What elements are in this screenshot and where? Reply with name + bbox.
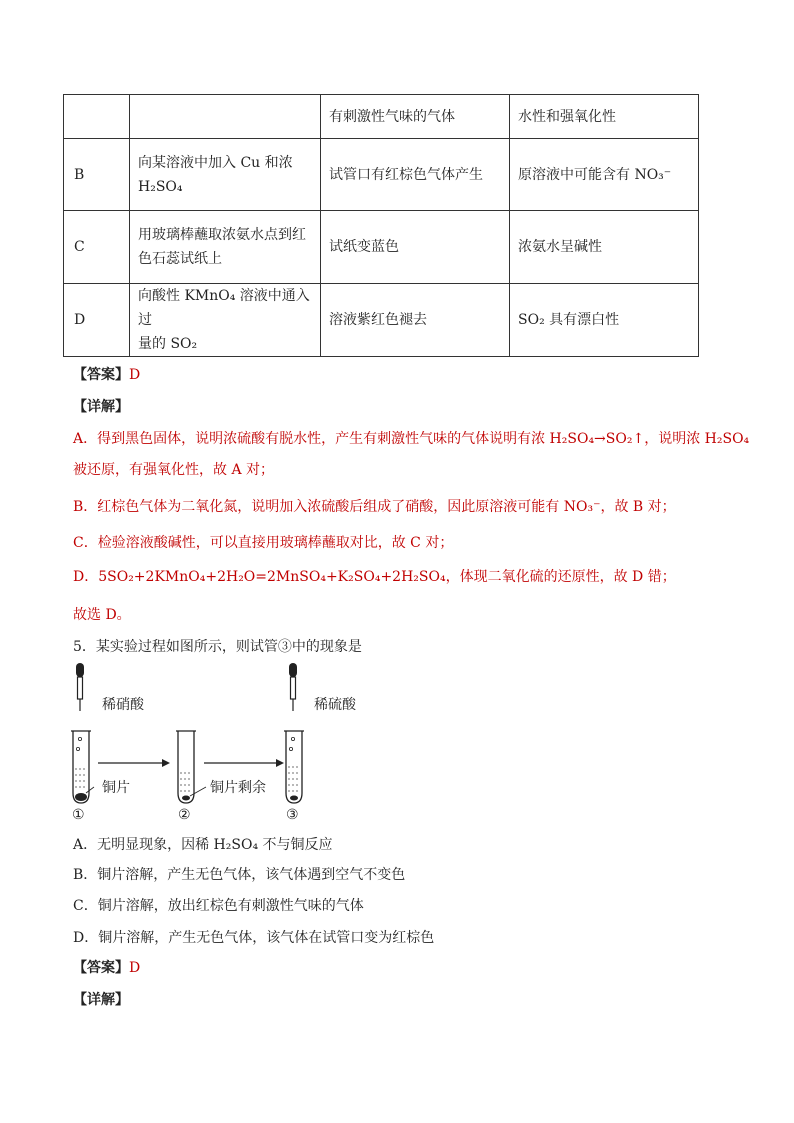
operation-line: 量的 SO₂ bbox=[138, 336, 198, 352]
tube-number-2: ② bbox=[178, 807, 191, 823]
table-row bbox=[64, 284, 699, 357]
option-a: A．无明显现象，因稀 H₂SO₄ 不与铜反应 bbox=[73, 837, 333, 853]
phenomenon-cell: 溶液紫红色褪去 bbox=[321, 284, 510, 357]
dropper-icon bbox=[76, 663, 84, 711]
phenomenon-cell: 试纸变蓝色 bbox=[321, 211, 510, 284]
test-tube-icon bbox=[176, 731, 206, 803]
table-row bbox=[64, 95, 699, 139]
operation-line: 用玻璃棒蘸取浓氨水点到红 bbox=[138, 227, 306, 243]
phenomenon-cell: 试管口有红棕色气体产生 bbox=[321, 139, 510, 211]
test-tube-icon bbox=[284, 731, 304, 803]
option-cell: C bbox=[64, 211, 130, 284]
answer-line bbox=[73, 957, 140, 977]
detail-label: 【详解】 bbox=[73, 992, 129, 1008]
operation-cell bbox=[130, 95, 321, 139]
label-copper-remaining: 铜片剩余 bbox=[210, 780, 266, 796]
conclusion-cell: 水性和强氧化性 bbox=[510, 95, 699, 139]
arrow-right-icon bbox=[204, 759, 284, 767]
arrow-right-icon bbox=[98, 759, 170, 767]
explanation-c: C．检验溶液酸碱性，可以直接用玻璃棒蘸取对比，故 C 对； bbox=[73, 535, 454, 551]
conclusion-cell: 原溶液中可能含有 NO₃⁻ bbox=[510, 139, 699, 211]
operation-cell bbox=[130, 211, 321, 284]
explanation-a-line2: 被还原，有强氧化性，故 A 对； bbox=[73, 462, 275, 478]
explanation-a-line1: A．得到黑色固体，说明浓硫酸有脱水性，产生有刺激性气味的气体说明有浓 H₂SO₄→SO₂↑，说明浓 H₂SO₄ bbox=[73, 431, 750, 447]
label-copper-sheet: 铜片 bbox=[102, 780, 130, 796]
dropper-icon bbox=[289, 663, 297, 711]
label-dilute-sulfuric-acid: 稀硫酸 bbox=[314, 697, 356, 713]
table-row bbox=[64, 211, 699, 284]
answer-label: 【答案】 bbox=[73, 960, 129, 976]
explanation-select: 故选 D。 bbox=[73, 607, 131, 623]
answer-line bbox=[73, 364, 140, 384]
conclusion-cell: 浓氨水呈碱性 bbox=[510, 211, 699, 284]
option-cell: D bbox=[64, 284, 130, 357]
operation-cell bbox=[130, 139, 321, 211]
detail-label: 【详解】 bbox=[73, 399, 129, 415]
explanation-b: B．红棕色气体为二氧化氮，说明加入浓硫酸后组成了硝酸，因此原溶液可能有 NO₃⁻，故 B 对； bbox=[73, 499, 676, 515]
option-cell: B bbox=[64, 139, 130, 211]
answer-label: 【答案】 bbox=[73, 367, 129, 383]
conclusion-cell: SO₂ 具有漂白性 bbox=[510, 284, 699, 357]
answer-value: D bbox=[129, 367, 141, 383]
explanation-d: D．5SO₂+2KMnO₄+2H₂O=2MnSO₄+K₂SO₄+2H₂SO₄，体现二氧化硫的还原性，故 D 错； bbox=[73, 569, 676, 585]
option-c: C．铜片溶解，放出红棕色有刺激性气味的气体 bbox=[73, 898, 364, 914]
test-tube-icon bbox=[71, 731, 94, 803]
operation-cell bbox=[130, 284, 321, 357]
operation-line: 向某溶液中加入 Cu 和浓 bbox=[138, 154, 293, 171]
phenomenon-cell: 有刺激性气味的气体 bbox=[321, 95, 510, 139]
question-5-stem: 5．某实验过程如图所示，则试管③中的现象是 bbox=[73, 639, 362, 655]
operation-line: 色石蕊试纸上 bbox=[138, 251, 222, 267]
label-dilute-nitric-acid: 稀硝酸 bbox=[102, 697, 144, 713]
experiment-diagram bbox=[70, 663, 390, 837]
tube-number-1: ① bbox=[72, 807, 85, 823]
operation-line: 向酸性 KMnO₄ 溶液中通入过 bbox=[138, 288, 310, 328]
table-row bbox=[64, 139, 699, 211]
answer-value: D bbox=[129, 960, 141, 976]
option-cell bbox=[64, 95, 130, 139]
experiment-table bbox=[63, 94, 699, 357]
option-d: D．铜片溶解，产生无色气体，该气体在试管口变为红棕色 bbox=[73, 930, 435, 946]
test-tube-diagram-svg bbox=[70, 663, 390, 833]
operation-line: H₂SO₄ bbox=[138, 178, 183, 195]
tube-number-3: ③ bbox=[286, 807, 299, 823]
option-b: B．铜片溶解，产生无色气体，该气体遇到空气不变色 bbox=[73, 867, 406, 883]
